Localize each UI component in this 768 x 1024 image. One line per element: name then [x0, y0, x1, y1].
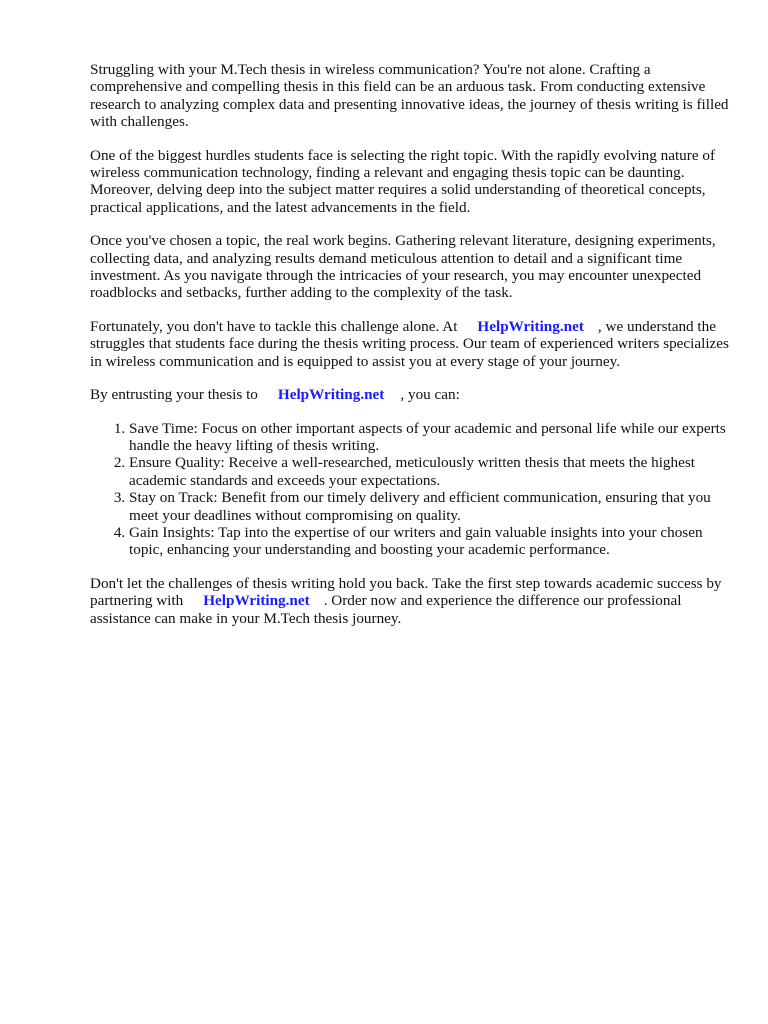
helpwriting-link[interactable]: HelpWriting.net [203, 592, 310, 610]
service-text-after: , we understand the struggles that students face during the thesis writing process. Our team of experienced writers specializes in wireless communication and is equipped to assist you at every stage of your journey. [90, 317, 729, 370]
list-item: 3. Stay on Track: Benefit from our timely delivery and efficient communication, ensuring that you meet your deadlines without compromising on quality. [129, 489, 730, 524]
closing-paragraph [90, 575, 730, 627]
list-item: 4. Gain Insights: Tap into the expertise of our writers and gain valuable insights into your chosen topic, enhancing your understanding and boosting your academic performance. [129, 524, 730, 559]
service-text-before: Fortunately, you don't have to tackle this challenge alone. At [90, 317, 458, 335]
list-item: 1. Save Time: Focus on other important aspects of your academic and personal life while our experts handle the heavy lifting of thesis writing. [129, 420, 730, 455]
list-item: 2. Ensure Quality: Receive a well-researched, meticulously written thesis that meets the highest academic standards and exceeds your expectations. [129, 454, 730, 489]
entrust-text-before: By entrusting your thesis to [90, 386, 258, 404]
helpwriting-link[interactable]: HelpWriting.net [477, 317, 584, 335]
topic-paragraph: One of the biggest hurdles students face is selecting the right topic. With the rapidly evolving nature of wireless communication technology, finding a relevant and engaging thesis topic can be daunting. Moreover, delving deep into the subject matter requires a solid understanding of theoretical concepts, practical applications, and the latest advancements in the field. [90, 146, 716, 216]
helpwriting-link[interactable]: HelpWriting.net [277, 386, 385, 404]
entrust-paragraph [90, 386, 730, 403]
document-page [90, 61, 730, 643]
research-paragraph: Once you've chosen a topic, the real work begins. Gathering relevant literature, designing experiments, collecting data, and analyzing results demand meticulous attention to detail and a significant time investment. As you navigate through the intricacies of your research, you may encounter unexpected roadblocks and setbacks, further adding to the complexity of the task. [90, 232, 716, 302]
intro-paragraph: Struggling with your M.Tech thesis in wireless communication? You're not alone. Crafting a comprehensive and compelling thesis in this field can be an arduous task. From conducting extensive research to analyzing complex data and presenting innovative ideas, the journey of thesis writing is filled with challenges. [90, 61, 729, 131]
closing-text-before: Don't let the challenges of thesis writing hold you back. Take the first step towards academic success by partnering with [90, 574, 722, 610]
service-paragraph [90, 318, 730, 370]
entrust-text-after: , you can: [400, 386, 460, 404]
closing-text-after: . Order now and experience the difference our professional assistance can make in your M.Tech thesis journey. [90, 592, 682, 627]
benefits-list [90, 420, 730, 559]
